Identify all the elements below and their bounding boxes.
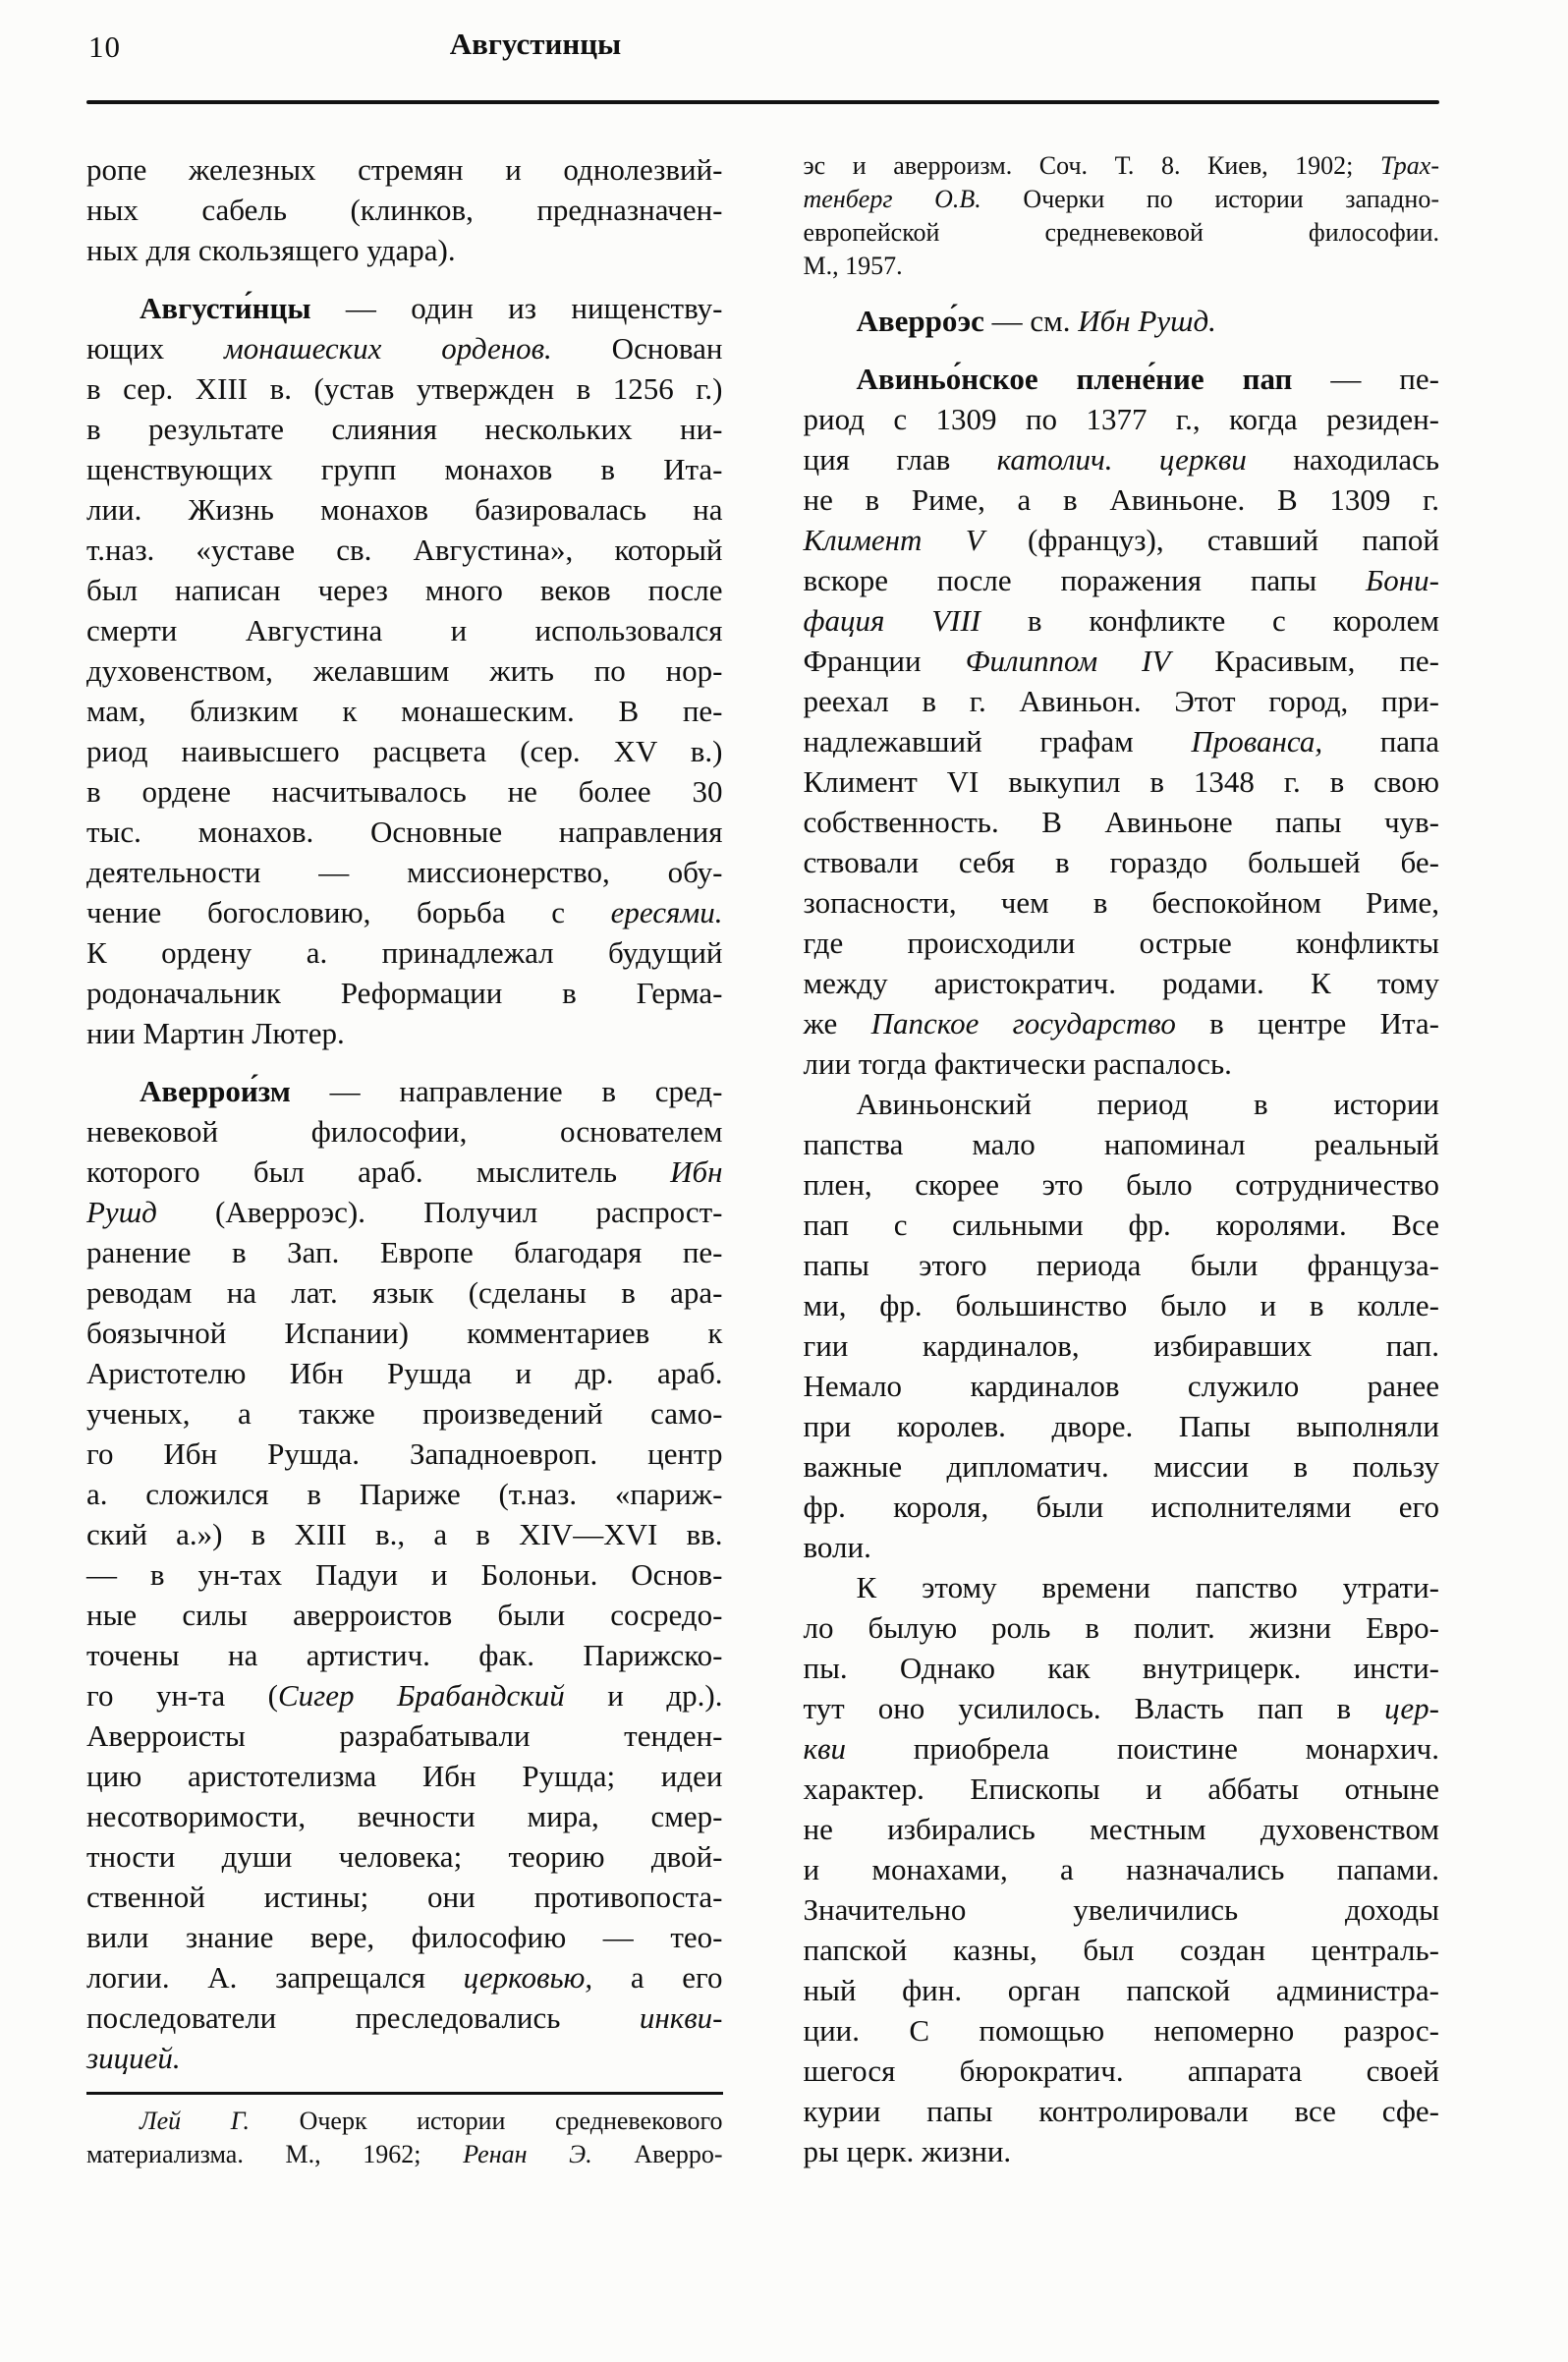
text-line: [804, 1406, 1440, 1446]
text-run: боязычной Испании) комментариев к: [86, 1316, 723, 1350]
text-run: в результате слияния нескольких ни-: [86, 412, 723, 446]
text-line: [86, 731, 723, 771]
text-line: [86, 812, 723, 852]
text-line: [86, 1715, 723, 1756]
text-line: [804, 359, 1440, 399]
text-line: [86, 1232, 723, 1272]
text-line: [86, 1474, 723, 1514]
text-run: материализма. М., 1962;: [86, 2140, 464, 2168]
text-run: Немало кардиналов служило ранее: [803, 1369, 1439, 1403]
text-run: ющих: [86, 331, 224, 366]
text-run: — в ун-тах Падуи и Болоньи. Основ-: [86, 1557, 723, 1592]
text-line: [86, 1353, 723, 1393]
text-line: [804, 1849, 1440, 1889]
text-line: [804, 2091, 1440, 2131]
text-run: логии. А. запрещался: [86, 1960, 464, 1995]
text-run: Основан: [551, 331, 723, 366]
text-run: Аверроисты разрабатывали тенден-: [86, 1718, 723, 1753]
text-run: не в Риме, а в Авиньоне. В 1309 г.: [803, 482, 1439, 517]
text-line: [86, 1675, 723, 1715]
text-line: [86, 1272, 723, 1313]
footnote-left: [86, 2105, 723, 2171]
text-line: [804, 1728, 1440, 1769]
headword-text: Авиньо́нское плене́ние пап: [856, 362, 1293, 396]
text-line: [86, 610, 723, 650]
headword-text: Аверро́эс: [856, 304, 984, 338]
italic-text: тенберг О.В.: [803, 185, 981, 213]
text-run: воли.: [803, 1530, 871, 1564]
italic-text: Рушд: [86, 1195, 157, 1229]
text-run: европейской средневековой философии.: [803, 218, 1439, 247]
text-line: [804, 882, 1440, 923]
text-run: (Аверроэс). Получил распрост-: [156, 1195, 723, 1229]
text-run: реехал в г. Авиньон. Этот город, при-: [803, 684, 1439, 718]
text-line: [804, 1043, 1440, 1084]
text-run: в сер. XIII в. (устав утвержден в 1256 г.): [86, 371, 723, 406]
text-line: [804, 923, 1440, 963]
text-run: и др.).: [564, 1678, 723, 1713]
text-line: [86, 1957, 723, 1997]
italic-text: церковью,: [463, 1960, 593, 1995]
text-run: ный фин. орган папской администра-: [803, 1973, 1439, 2007]
text-run: Франции: [803, 644, 966, 678]
text-run: важные дипломатич. миссии в пользу: [803, 1449, 1439, 1484]
text-run: а его: [592, 1960, 723, 1995]
text-line: [86, 1192, 723, 1232]
text-run: тыс. монахов. Основные направления: [86, 815, 723, 849]
text-run: в конфликте с королем: [980, 603, 1440, 638]
text-run: риод с 1309 по 1377 г., когда резиден-: [803, 402, 1439, 436]
text-run: родоначальник Реформации в Герма-: [86, 976, 723, 1010]
text-run: пап с сильными фр. королями. Все: [803, 1208, 1439, 1242]
italic-text: Прованса,: [1191, 724, 1323, 759]
text-run: же: [803, 1006, 871, 1040]
text-line: [86, 1013, 723, 1053]
text-run: и монахами, а назначались папами.: [803, 1852, 1439, 1886]
text-run: Авиньонский период в истории: [856, 1087, 1439, 1121]
text-line: [86, 149, 723, 190]
text-run: ция глав: [803, 442, 997, 477]
italic-text: инкви-: [639, 2000, 723, 2035]
text-line: [804, 183, 1440, 216]
text-columns: [86, 149, 1439, 2171]
text-run: Климент VI выкупил в 1348 г. в свою: [803, 764, 1439, 799]
text-line: [804, 1769, 1440, 1809]
italic-text: Ибн Рушд.: [1078, 304, 1216, 338]
italic-text: кви: [803, 1731, 846, 1766]
italic-text: Папское государство: [870, 1006, 1176, 1040]
text-line: [804, 963, 1440, 1003]
text-line: [86, 1152, 723, 1192]
text-run: ствовали себя в гораздо большей бе-: [803, 845, 1439, 879]
text-line: [804, 520, 1440, 560]
text-line: [804, 681, 1440, 721]
text-run: шегося бюрократич. аппарата своей: [803, 2053, 1439, 2088]
text-run: папства мало напоминал реальный: [803, 1127, 1439, 1161]
text-run: точены на артистич. фак. Парижско-: [86, 1638, 723, 1672]
text-line: [804, 1970, 1440, 2010]
text-run: в центре Ита-: [1175, 1006, 1439, 1040]
text-run: — один из нищенству-: [310, 291, 723, 325]
text-line: [86, 892, 723, 932]
text-line: [86, 2038, 723, 2078]
text-run: между аристократич. родами. К тому: [803, 966, 1439, 1000]
text-line: [804, 250, 1440, 283]
text-line: [86, 1635, 723, 1675]
italic-text: Бони-: [1366, 563, 1439, 597]
headword-text: Августи́нцы: [140, 291, 311, 325]
text-line: [86, 1554, 723, 1595]
text-run: фр. короля, были исполнителями его: [803, 1490, 1439, 1524]
text-run: го ун-та (: [86, 1678, 278, 1713]
text-line: [804, 2051, 1440, 2091]
text-run: пы. Однако как внутрицерк. инсти-: [803, 1651, 1439, 1685]
italic-text: Сигер Брабандский: [277, 1678, 565, 1713]
text-line: [86, 570, 723, 610]
text-line: [804, 1446, 1440, 1487]
entry-avignon-captivity: [804, 359, 1440, 1084]
text-run: К ордену а. принадлежал будущий: [86, 935, 723, 970]
text-line: [86, 1877, 723, 1917]
text-line: [86, 530, 723, 570]
text-run: ции. С помощью непомерно разрос-: [803, 2013, 1439, 2048]
footnote-continuation: [804, 149, 1440, 283]
text-line: [804, 439, 1440, 479]
italic-text: Климент V: [803, 523, 984, 557]
text-line: [804, 1889, 1440, 1930]
text-run: последователи преследовались: [86, 2000, 640, 2035]
text-run: а. сложился в Париже (т.наз. «париж-: [86, 1477, 723, 1511]
text-run: не избирались местным духовенством: [803, 1812, 1439, 1846]
text-run: деятельности — миссионерство, обу-: [86, 855, 723, 889]
text-line: [804, 1688, 1440, 1728]
text-run: (француз), ставший папой: [983, 523, 1439, 557]
text-line: [86, 1514, 723, 1554]
italic-text: цер-: [1384, 1691, 1439, 1725]
text-line: [86, 1595, 723, 1635]
text-line: [804, 721, 1440, 761]
text-run: нии Мартин Лютер.: [86, 1016, 345, 1050]
text-run: — см.: [983, 304, 1079, 338]
entry-averroizm: [86, 1071, 723, 2078]
italic-text: Трах-: [1379, 151, 1439, 180]
text-run: лии тогда фактически распалось.: [803, 1046, 1232, 1081]
text-line: [804, 641, 1440, 681]
header-rule: [86, 100, 1439, 104]
text-line: [804, 560, 1440, 600]
text-line: [804, 149, 1440, 183]
text-run: эс и аверроизм. Соч. Т. 8. Киев, 1902;: [803, 151, 1380, 180]
text-line: [804, 1809, 1440, 1849]
text-run: Значительно увеличились доходы: [803, 1892, 1439, 1927]
text-run: тности души человека; теорию двой-: [86, 1839, 723, 1874]
italic-text: зицией.: [86, 2041, 181, 2075]
text-line: [86, 932, 723, 973]
entry-averroes: [804, 301, 1440, 341]
text-run: цию аристотелизма Ибн Рушда; идеи: [86, 1759, 723, 1793]
text-line: [804, 1607, 1440, 1648]
text-run: находилась: [1246, 442, 1440, 477]
italic-text: ересями.: [610, 895, 723, 929]
text-run: ми, фр. большинство было и в колле-: [803, 1288, 1439, 1322]
text-run: К этому времени папство утрати-: [856, 1570, 1439, 1604]
text-line: [804, 1527, 1440, 1567]
text-line: [804, 842, 1440, 882]
text-run: в ордене насчитывалось не более 30: [86, 774, 723, 809]
text-run: при королев. дворе. Папы выполняли: [803, 1409, 1439, 1443]
text-line: [804, 1205, 1440, 1245]
text-line: [86, 1836, 723, 1877]
text-run: лии. Жизнь монахов базировалась на: [86, 492, 723, 527]
text-run: надлежавший графам: [803, 724, 1192, 759]
text-line: [86, 1313, 723, 1353]
text-line: [86, 852, 723, 892]
text-line: [86, 650, 723, 691]
text-run: где происходили острые конфликты: [803, 926, 1439, 960]
text-run: был написан через много веков после: [86, 573, 723, 607]
text-run: несотворимости, вечности мира, смер-: [86, 1799, 723, 1833]
text-run: ло былую роль в полит. жизни Евро-: [803, 1610, 1439, 1645]
running-head: Августинцы: [449, 27, 622, 61]
text-run: Очерк истории средневекового: [250, 2107, 723, 2135]
text-line: [86, 771, 723, 812]
text-run: ных для скользящего удара).: [86, 233, 456, 267]
text-run: щенствующих групп монахов в Ита-: [86, 452, 723, 486]
text-line: [86, 1071, 723, 1111]
footnote-separator: [86, 2092, 723, 2095]
text-line: [804, 1366, 1440, 1406]
text-line: [86, 2105, 723, 2138]
text-line: [86, 1434, 723, 1474]
text-run: которого был араб. мыслитель: [86, 1154, 671, 1189]
text-line: [86, 691, 723, 731]
text-line: [804, 2131, 1440, 2171]
italic-text: монашеских орденов.: [224, 331, 552, 366]
text-run: ский а.») в XIII в., а в XIV—XVI вв.: [86, 1517, 723, 1551]
text-line: [804, 301, 1440, 341]
text-line: [86, 190, 723, 230]
text-run: Аверро-: [591, 2140, 723, 2168]
text-line: [86, 973, 723, 1013]
left-column: [86, 149, 723, 2171]
italic-text: католич. церкви: [996, 442, 1247, 477]
text-run: вскоре после поражения папы: [803, 563, 1366, 597]
text-run: го Ибн Рушда. Западноевроп. центр: [86, 1436, 723, 1471]
text-line: [86, 288, 723, 328]
text-line: [86, 230, 723, 270]
text-run: ственной истины; они противопоста-: [86, 1880, 723, 1914]
text-run: ных сабель (клинков, предназначен-: [86, 193, 723, 227]
text-line: [804, 761, 1440, 802]
text-run: Аристотелю Ибн Рушда и др. араб.: [86, 1356, 723, 1390]
text-line: [804, 802, 1440, 842]
italic-text: фация VIII: [803, 603, 981, 638]
text-line: [804, 1164, 1440, 1205]
text-run: реводам на лат. язык (сделаны в ара-: [86, 1275, 723, 1310]
text-line: [86, 1111, 723, 1152]
text-run: т.наз. «уставе св. Августина», который: [86, 533, 723, 567]
text-run: вили знание вере, философию — тео-: [86, 1920, 723, 1954]
text-run: гии кардиналов, избиравших пап.: [803, 1328, 1439, 1363]
text-line: [804, 2010, 1440, 2051]
para-prev-entry-continuation: [86, 149, 723, 270]
text-run: ранение в Зап. Европе благодаря пе-: [86, 1235, 723, 1269]
text-run: — пе-: [1292, 362, 1439, 396]
text-run: собственность. В Авиньоне папы чув-: [803, 805, 1439, 839]
text-line: [804, 479, 1440, 520]
text-line: [86, 1796, 723, 1836]
text-line: [86, 1917, 723, 1957]
text-line: [86, 1393, 723, 1434]
text-run: ученых, а также произведений само-: [86, 1396, 723, 1431]
text-line: [86, 1756, 723, 1796]
text-run: — направление в сред-: [290, 1074, 723, 1108]
text-line: [804, 1245, 1440, 1285]
text-run: ропе железных стремян и однолезвий-: [86, 152, 723, 187]
text-run: ные силы аверроистов были сосредо-: [86, 1598, 723, 1632]
text-run: риод наивысшего расцвета (сер. XV в.): [86, 734, 723, 768]
para-avignon-period: [804, 1084, 1440, 1567]
text-line: [804, 1285, 1440, 1325]
right-column: [804, 149, 1440, 2171]
text-line: [804, 1124, 1440, 1164]
text-line: [86, 489, 723, 530]
text-run: плен, скорее это было сотрудничество: [803, 1167, 1439, 1202]
text-line: [86, 2138, 723, 2171]
text-line: [86, 328, 723, 368]
text-run: папы этого периода были француза-: [803, 1248, 1439, 1282]
para-papal-power: [804, 1567, 1440, 2171]
text-line: [804, 1325, 1440, 1366]
text-run: смерти Августина и использовался: [86, 613, 723, 647]
text-line: [86, 449, 723, 489]
text-line: [804, 1648, 1440, 1688]
text-line: [86, 409, 723, 449]
text-line: [804, 216, 1440, 250]
text-run: М., 1957.: [803, 252, 903, 280]
text-run: Красивым, пе-: [1170, 644, 1440, 678]
text-run: духовенством, желавшим жить по нор-: [86, 653, 723, 688]
text-line: [86, 368, 723, 409]
text-line: [86, 1997, 723, 2038]
page-number: 10: [88, 29, 121, 64]
text-line: [804, 1930, 1440, 1970]
text-run: характер. Епископы и аббаты отныне: [803, 1772, 1439, 1806]
text-line: [804, 600, 1440, 641]
text-run: зопасности, чем в беспокойном Риме,: [803, 885, 1439, 920]
text-run: курии папы контролировали все сфе-: [803, 2094, 1439, 2128]
italic-text: Ренан Э.: [463, 2140, 592, 2168]
text-run: Очерки по истории западно-: [980, 185, 1439, 213]
text-line: [804, 1084, 1440, 1124]
text-run: чение богословию, борьба с: [86, 895, 611, 929]
text-run: тут оно усилилось. Власть пап в: [803, 1691, 1385, 1725]
headword-text: Аверрои́зм: [140, 1074, 291, 1108]
text-run: приобрела поистине монархич.: [845, 1731, 1439, 1766]
text-line: [804, 1003, 1440, 1043]
text-line: [804, 1567, 1440, 1607]
italic-text: Филиппом IV: [965, 644, 1171, 678]
text-run: невековой философии, основателем: [86, 1114, 723, 1149]
text-run: ры церк. жизни.: [803, 2134, 1012, 2168]
text-run: папской казны, был создан централь-: [803, 1933, 1439, 1967]
text-run: папа: [1322, 724, 1439, 759]
italic-text: Лей Г.: [140, 2107, 251, 2135]
text-line: [804, 1487, 1440, 1527]
italic-text: Ибн: [670, 1154, 723, 1189]
text-run: мам, близким к монашеским. В пе-: [86, 694, 723, 728]
entry-avgustintsy: [86, 288, 723, 1053]
text-line: [804, 399, 1440, 439]
